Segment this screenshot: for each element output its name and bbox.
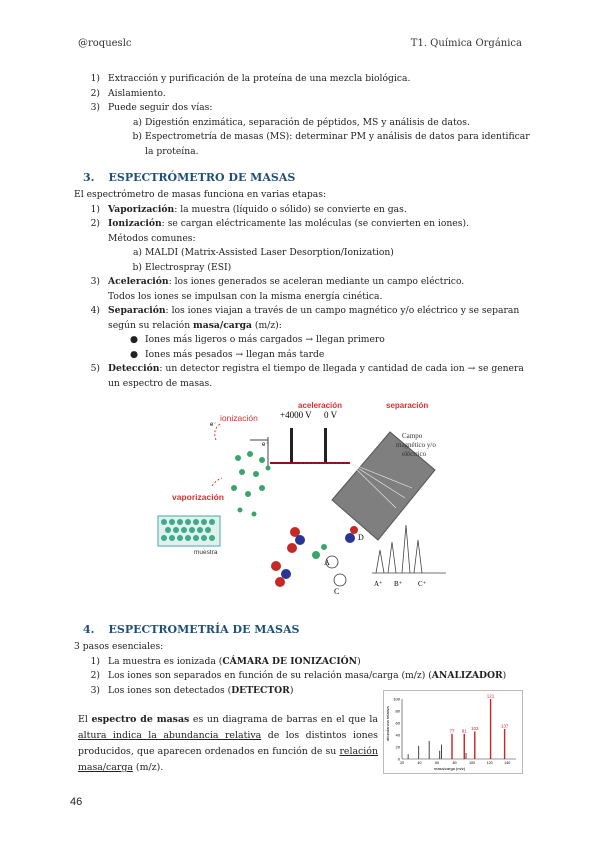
x-tick-label: 40 [417, 761, 422, 765]
spectrum-bar [418, 746, 419, 759]
list-number: 1) [90, 203, 100, 215]
list-item: Puede seguir dos vías: [108, 102, 213, 113]
list-item: Extracción y purificación de la proteína de una mezcla biológica. [108, 73, 411, 84]
intro-list [78, 72, 528, 159]
sub-number: a) [132, 116, 142, 128]
section-lead: 3 pasos esenciales: [74, 641, 164, 652]
sub-number: b) [132, 261, 142, 273]
spectrum-xlabel: masa/carga (m/z) [434, 766, 466, 771]
list-subtext: según su relación [108, 319, 194, 331]
para-text: (m/z). [132, 762, 164, 773]
sub-item: MALDI (Matrix-Assisted Laser Desorption/Ionization) [145, 247, 394, 258]
list-subtext: un espectro de masas. [108, 377, 213, 389]
list-subtext: Todos los iones se impulsan con la misma energía cinética. [108, 290, 383, 302]
label-electron: e⁻ [210, 422, 217, 428]
label-campo: Campo [402, 432, 423, 440]
plate-high [290, 428, 293, 464]
bullet-item: Iones más ligeros o más cargados → llegan primero [145, 334, 385, 345]
list-number: 2) [90, 670, 100, 681]
spectrum-paragraph [78, 712, 378, 776]
spectrum-bar [490, 699, 491, 759]
list-subtext: (m/z): [251, 319, 282, 331]
vapor-molecules [231, 451, 271, 517]
spectrum-bar [451, 734, 452, 759]
section-4 [74, 620, 528, 698]
term: Aceleración [108, 276, 169, 287]
list-item-end: ) [357, 655, 361, 667]
sample-block [158, 516, 220, 546]
page-number: 46 [70, 796, 83, 808]
list-number: 2) [90, 87, 100, 99]
bullet: ● [130, 348, 139, 360]
y-tick-label: 80 [395, 708, 400, 714]
y-tick-label: 0 [397, 756, 400, 762]
header-author: @roqueslc [78, 38, 132, 49]
y-tick-label: 20 [395, 744, 400, 750]
sub-number: a) [132, 247, 142, 258]
list-item: Aislamiento. [108, 87, 166, 99]
y-tick-label: 60 [395, 720, 400, 726]
spectrum-peak-label: 103 [471, 725, 479, 731]
list-item-end: ) [289, 684, 294, 696]
label-ionizacion: ionización [220, 413, 258, 423]
term: Vaporización [108, 203, 175, 215]
label-ion-c: C⁺ [418, 580, 427, 588]
list-item: : la muestra (líquido o sólido) se convierte en gas. [174, 203, 407, 215]
list-subtext: Métodos comunes: [108, 232, 196, 244]
para-text: es un diagrama de barras en el que la [189, 714, 378, 725]
term: ANALIZADOR [431, 670, 503, 681]
spectrum-bar [408, 754, 409, 759]
underlined-text: relación masa/carga [78, 746, 378, 773]
list-number: 5) [90, 363, 100, 374]
term: espectro de masas [91, 714, 190, 725]
mass-spectrum-chart [383, 690, 523, 774]
term: Detección [108, 363, 160, 374]
section-title: ESPECTROMETRÍA DE MASAS [108, 623, 300, 636]
label-volt-zero: 0 V [324, 410, 338, 420]
list-number: 3) [90, 684, 100, 696]
list-item: : se cargan eléctricamente las moléculas (se convierten en iones). [161, 218, 469, 229]
spectrum-bar [441, 745, 442, 759]
sub-item: Espectrometría de masas (MS): determinar PM y análisis de datos para identificar [145, 131, 530, 142]
bullet: ● [130, 334, 139, 345]
spectrum-bar [439, 751, 440, 759]
list-item: Los iones son separados en función de su relación masa/carga (m/z) ( [108, 670, 432, 681]
y-tick-label: 100 [393, 696, 400, 702]
spectrum-bar [464, 734, 465, 759]
header-topic: T1. Química Orgánica [410, 38, 522, 49]
list-number: 1) [90, 655, 100, 667]
list-item: : los iones viajan a través de un campo magnético y/o eléctrico y se separan [165, 305, 520, 316]
list-item: Los iones son detectados ( [108, 684, 232, 696]
spectrum-peak-label: 121 [486, 693, 495, 699]
list-number: 4) [90, 305, 100, 316]
spectrum-bar [474, 731, 475, 759]
label-separacion: separación [386, 401, 429, 410]
para-text: de los distintos iones producidos, que aparecen ordenados en función de su [78, 730, 378, 757]
label-aceleracion: aceleración [298, 401, 343, 410]
label-c: C [334, 587, 340, 596]
section-lead: El espectrómetro de masas funciona en varias etapas: [74, 189, 327, 200]
section-3 [74, 168, 528, 391]
mass-spectrometer-diagram [150, 401, 450, 615]
para-text: El [78, 714, 92, 725]
bullet-item: Iones más pesados → llegan más tarde [145, 348, 325, 360]
label-d: D [358, 533, 364, 542]
x-tick-label: 140 [504, 761, 511, 765]
list-item-end: ) [502, 670, 507, 681]
spectrum-peak-label: 77 [449, 728, 455, 734]
label-vaporizacion: vaporización [172, 492, 224, 502]
section-title: ESPECTRÓMETRO DE MASAS [108, 171, 296, 184]
sub-item: Digestión enzimática, separación de péptidos, MS y análisis de datos. [145, 116, 470, 128]
ion-molecules [271, 526, 358, 587]
sub-number: b) [132, 131, 142, 142]
plate-zero [324, 428, 327, 464]
label-electron-2: e⁻ [262, 442, 269, 448]
x-tick-label: 20 [400, 761, 404, 765]
x-tick-label: 120 [486, 761, 493, 765]
spectrum-bar [466, 753, 467, 759]
label-ion-b: B⁺ [394, 580, 403, 588]
spectrum-ylabel: abundancia relativa [385, 706, 390, 741]
section-number: 4. [83, 623, 95, 636]
underlined-text: altura indica la abundancia relativa [78, 730, 262, 741]
section-number: 3. [83, 171, 95, 184]
list-item: : los iones generados se aceleran mediante un campo eléctrico. [168, 276, 465, 287]
arrow-vaporizacion [212, 478, 222, 486]
list-item: La muestra es ionizada ( [108, 655, 223, 667]
list-number: 3) [90, 276, 100, 287]
term: CÁMARA DE IONIZACIÓN [222, 655, 358, 667]
term: DETECTOR [231, 684, 290, 696]
x-tick-label: 100 [469, 761, 476, 765]
x-tick-label: 80 [452, 761, 457, 765]
spectrum-peak-label: 137 [500, 723, 509, 729]
spectrum-bar [504, 729, 505, 759]
label-volt-high: +4000 V [280, 410, 312, 420]
label-muestra: muestra [194, 549, 218, 556]
sub-item: Electrospray (ESI) [145, 261, 232, 273]
list-number: 2) [90, 218, 100, 229]
label-ion-a: A⁺ [374, 580, 383, 588]
sub-item: la proteína. [145, 145, 199, 157]
label-campo-3: eléctrico [402, 450, 427, 458]
y-tick-label: 40 [395, 732, 400, 738]
spectrum-bar [429, 741, 430, 759]
term: Ionización [108, 218, 162, 229]
term: Separación [108, 305, 166, 316]
list-number: 3) [90, 102, 100, 113]
term: masa/carga [193, 319, 252, 331]
list-number: 1) [90, 73, 100, 84]
mass-spectrum-svg [384, 691, 522, 773]
x-tick-label: 60 [435, 761, 440, 765]
list-item: : un detector registra el tiempo de llegada y cantidad de cada ion → se genera [159, 363, 524, 374]
ion-ring-c [334, 574, 346, 586]
label-campo-2: magnético y/o [396, 441, 436, 449]
label-a: A [324, 558, 330, 567]
spectrum-peak-label: 91 [461, 728, 467, 734]
